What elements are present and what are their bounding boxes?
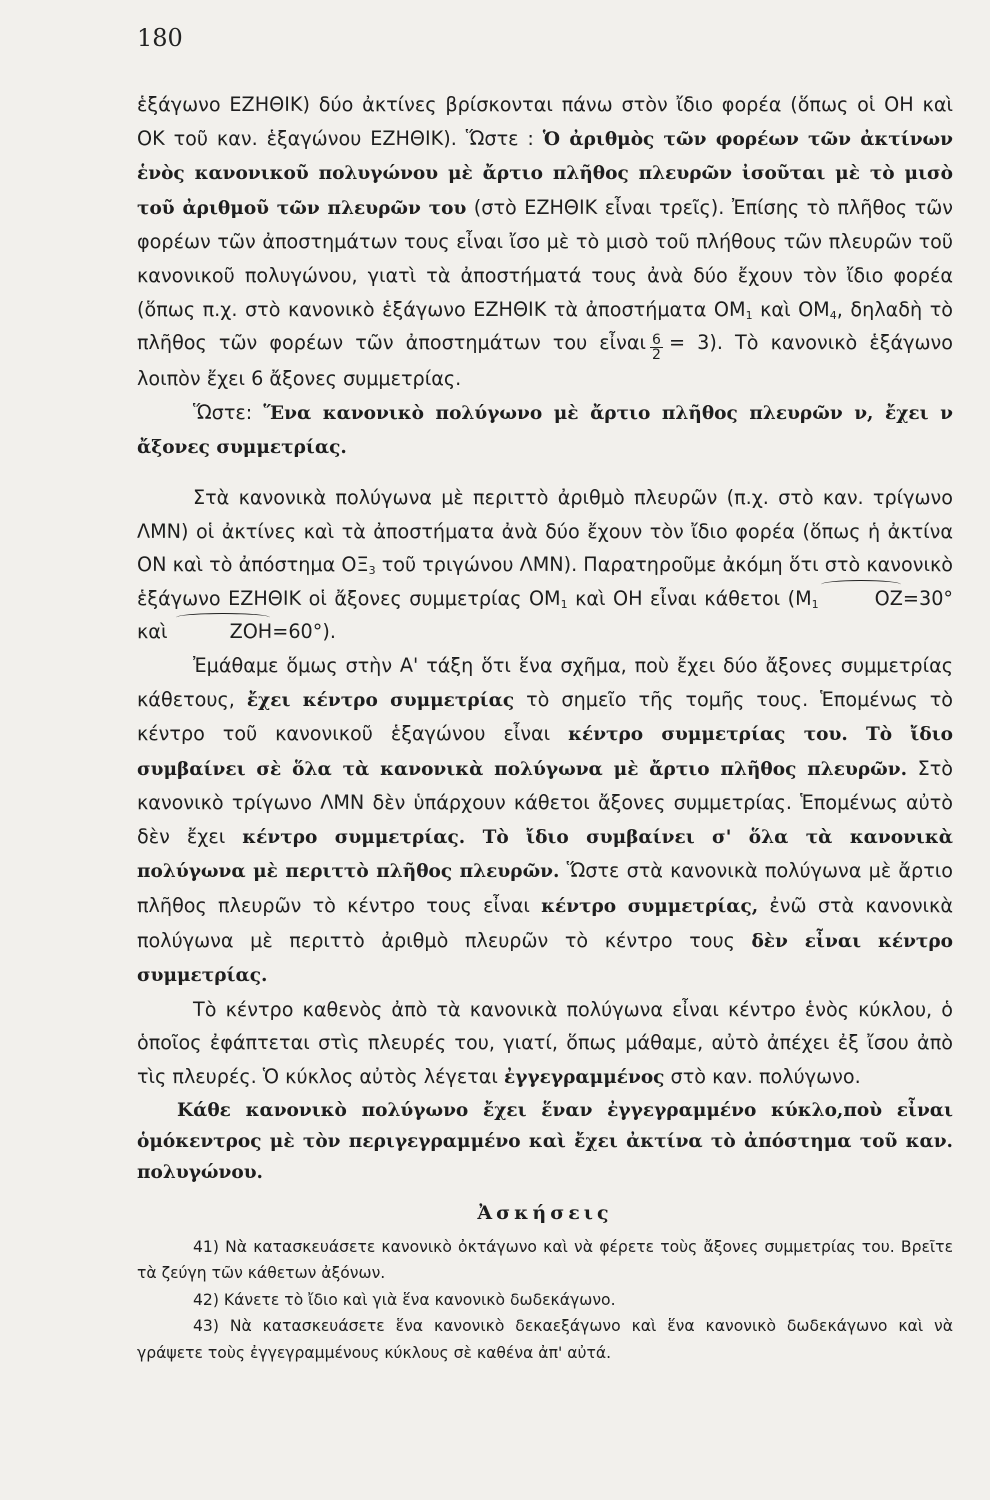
exercise-41: 41) Νὰ κατασκευάσετε κανονικὸ ὀκτάγωνο καὶ νὰ φέρετε τοὺς ἄξονες συμμετρίας του. Βρεῖτε τὰ ζεύγη τῶν κάθετων ἀξόνων. [137, 1237, 953, 1283]
exercise-42: 42) Κάνετε τὸ ἴδιο καὶ γιὰ ἕνα κανονικὸ δωδεκάγωνο. [193, 1290, 616, 1309]
subscript: 3 [368, 564, 376, 578]
paragraph-4 [137, 649, 953, 993]
bold-run: κέντρο συμμετρίας του. Τὸ ἴδιο συμβαίνει σὲ ὅλα τὰ κανονικὰ πολύγωνα μὲ ἄρτιο πλῆθος πλευρῶν. [137, 724, 953, 780]
text-run: =60°). [272, 620, 336, 644]
text-run: = 3). Τὸ κανονικὸ ἑξάγωνο λοιπὸν ἔχει 6 ἄξονες συμμετρίας. [137, 331, 954, 391]
paragraph-5 [137, 993, 953, 1095]
paragraph-2 [137, 396, 953, 465]
bold-run: Ἕνα κανονικὸ πολύγωνο μὲ ἄρτιο πλῆθος πλευρῶν ν, ἔχει ν ἄξονες συμμετρίας. [137, 402, 953, 459]
text-run: τὸ σημεῖο τῆς τομῆς τους. Ἑπομένως τὸ κέντρο τοῦ κανονικοῦ ἑξαγώνου εἶναι [137, 687, 953, 746]
text-run: (στὸ ΕΖΗΘΙΚ εἶναι τρεῖς). Ἐπίσης τὸ πλῆθος τῶν φορέων τῶν ἀποστημάτων τους εἶναι ἴσο μὲ τὸ μισὸ τοῦ πλήθους τῶν πλευρῶν τοῦ κανονικοῦ πολυγώνου, γιατὶ τὰ ἀποστήματά τους ἀνὰ δύο ἔχουν τὸν ἴδιο φορέα (ὅπως π.χ. στὸ κανονικὸ ἑξάγωνο ΕΖΗΘΙΚ τὰ ἀποστήματα ΟΜ [137, 195, 953, 321]
text-run: Στὸ κανονικὸ τρίγωνο ΛΜΝ δὲν ὑπάρχουν κάθετοι ἄξονες συμμετρίας. Ἑπομένως αὐτὸ δὲν ἔχει [137, 756, 953, 848]
text-run: στὸ καν. πολύγωνο. [664, 1065, 861, 1089]
text-run: Ὥστε: [193, 400, 264, 424]
text-run: τοῦ τριγώνου ΛΜΝ). Παρατηροῦμε ἀκόμη ὅτι στὸ κανονικὸ ἑξάγωνο ΕΖΗΘΙΚ οἱ ἄξονες συμμετρίας ΟΜ [137, 553, 953, 610]
subscript: 1 [811, 597, 819, 611]
bold-run: κέντρο συμμετρίας. Τὸ ἴδιο συμβαίνει σ' ὅλα τὰ κανονικὰ πολύγωνα μὲ περιττὸ πλῆθος πλευρῶν. [137, 826, 953, 883]
bold-run: Ὁ ἀριθμὸς τῶν φορέων τῶν ἀκτίνων ἑνὸς κανονικοῦ πολυγώνου μὲ ἄρτιο πλῆθος πλευρῶν ἰσοῦται μὲ τὸ μισὸ τοῦ ἀριθμοῦ τῶν πλευρῶν του [137, 128, 953, 219]
bold-run: ἐγγεγραμμένος [504, 1067, 665, 1089]
fraction [650, 333, 663, 362]
text-run: , δηλαδὴ τὸ πλῆθος τῶν φορέων τῶν ἀποστημάτων του εἶναι [137, 297, 953, 355]
angle-notation: ΖΟΗ [174, 615, 273, 649]
bold-run: ἔχει κέντρο συμμετρίας [246, 689, 515, 711]
subscript: 1 [745, 308, 753, 322]
text-run: =30° καὶ [137, 586, 953, 644]
text-run: Ἐμάθαμε ὅμως στὴν Α' τάξη ὅτι ἕνα σχῆμα, ποὺ ἔχει δύο ἄξονες συμμετρίας κάθετους, [137, 653, 953, 711]
exercises-heading: Ἀσκήσεις [477, 1201, 613, 1224]
text-run: καὶ ΟΜ [752, 297, 830, 321]
theorem-statement: Κάθε κανονικὸ πολύγωνο ἔχει ἕναν ἐγγεγραμμένο κύκλο,ποὺ εἶναι ὁμόκεντρος μὲ τὸν περιγεγραμμένο καὶ ἔχει ἀκτίνα τὸ ἀπόστημα τοῦ καν. πολυγώνου. [137, 1099, 953, 1183]
fraction-numerator: 6 [652, 332, 661, 349]
subscript: 4 [829, 308, 837, 322]
angle-notation: ΟΖ [819, 582, 903, 616]
page-number: 180 [137, 24, 183, 52]
text-run: Στὰ κανονικὰ πολύγωνα μὲ περιττὸ ἀριθμὸ πλευρῶν (π.χ. στὸ καν. τρίγωνο ΛΜΝ) οἱ ἀκτίνες καὶ τὰ ἀποστήματα ἀνὰ δύο ἔχουν τὸν ἴδιο φορέα (ὅπως ἡ ἀκτίνα ΟΝ καὶ τὸ ἀπόστημα ΟΞ [137, 485, 953, 577]
bold-run: κέντρο συμμετρίας, [541, 896, 759, 918]
bold-run: δὲν εἶναι κέντρο συμμετρίας. [137, 930, 953, 987]
paragraph-1 [137, 88, 953, 396]
text-run: ἐνῶ στὰ κανονικὰ πολύγωνα μὲ περιττὸ ἀριθμὸ πλευρῶν τὸ κέντρο τους [137, 894, 953, 952]
subscript: 1 [560, 597, 568, 611]
text-run: καὶ ΟΗ εἶναι κάθετοι (Μ [567, 586, 812, 610]
text-run: Ὥστε στὰ κανονικὰ πολύγωνα μὲ ἄρτιο πλῆθος πλευρῶν τὸ κέντρο τους εἶναι [137, 859, 953, 918]
fraction-denominator: 2 [652, 347, 661, 364]
page-body [137, 88, 953, 1366]
paragraph-3 [137, 481, 953, 649]
text-run: ἑξάγωνο ΕΖΗΘΙΚ) δύο ἀκτίνες βρίσκονται πάνω στὸν ἴδιο φορέα (ὅπως οἱ ΟΗ καὶ ΟΚ τοῦ καν. ἑξαγώνου ΕΖΗΘΙΚ). Ὥστε : [137, 93, 953, 150]
exercise-43: 43) Νὰ κατασκευάσετε ἕνα κανονικὸ δεκαεξάγωνο καὶ ἕνα κανονικὸ δωδεκάγωνο καὶ νὰ γράψετε τοὺς ἐγγεγραμμένους κύκλους σὲ καθένα ἀπ' αὐτά. [137, 1317, 953, 1362]
text-run: Τὸ κέντρο καθενὸς ἀπὸ τὰ κανονικὰ πολύγωνα εἶναι κέντρο ἑνὸς κύκλου, ὁ ὁποῖος ἐφάπτεται στὶς πλευρές του, γιατί, ὅπως μάθαμε, αὐτὸ ἀπέχει ἐξ ἴσου ἀπὸ τὶς πλευρές. Ὁ κύκλος αὐτὸς λέγεται [137, 997, 953, 1089]
